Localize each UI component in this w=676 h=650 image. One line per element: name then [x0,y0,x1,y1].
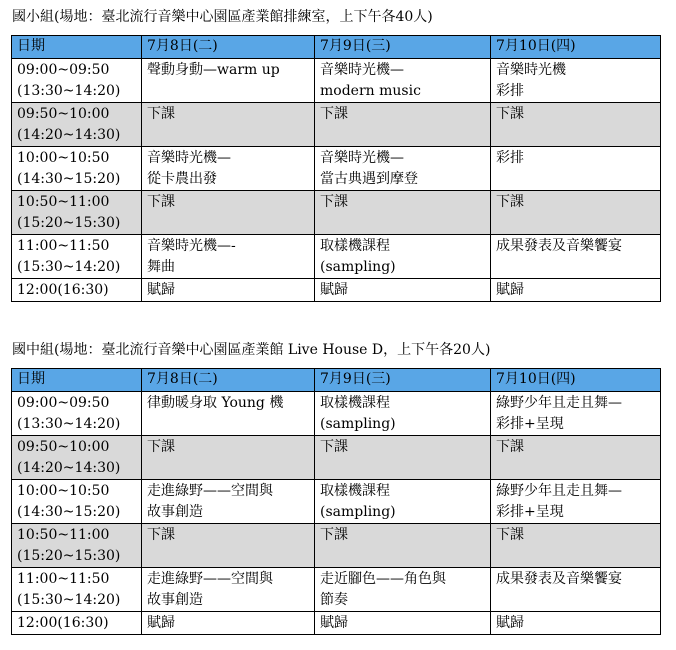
activity-text: 綠野少年且走且舞— [496,483,622,499]
activity-text: 下課 [147,439,175,455]
activity-text: 下課 [147,527,175,543]
break-row [12,191,661,235]
activity-text: 下課 [496,106,524,122]
time-text: 12:00(16:30) [17,282,109,298]
time-cell [12,279,142,302]
time-text: (13:30~14:20) [17,416,121,432]
header-row [12,369,661,392]
activity-text: 下課 [320,106,348,122]
activity-cell [491,480,661,524]
activity-text: 賦歸 [496,615,524,631]
date-column-header: 日期 [12,36,142,59]
time-text: 11:00~11:50 [17,238,110,254]
activity-text: 下課 [320,439,348,455]
activity-cell [491,103,661,147]
activity-text: 成果發表及音樂饗宴 [496,238,622,254]
activity-cell [142,480,315,524]
activity-text: 當古典遇到摩登 [320,171,418,187]
activity-text: 故事創造 [147,504,203,520]
activity-cell [491,612,661,635]
session-row [12,568,661,612]
activity-cell [142,191,315,235]
activity-text: 下課 [147,106,175,122]
activity-cell [491,59,661,103]
elementary-schedule-table [11,35,661,302]
activity-text: modern music [320,83,421,99]
activity-text: 綠野少年且走且舞— [496,395,622,411]
day-column-header: 7月8日(二) [142,369,315,392]
time-cell [12,235,142,279]
activity-cell [142,568,315,612]
activity-cell [315,147,491,191]
activity-text: 下課 [496,439,524,455]
day-column-header: 7月10日(四) [491,36,661,59]
activity-text: 舞曲 [147,259,175,275]
day-column-header: 7月9日(三) [315,369,491,392]
activity-text: 賦歸 [147,282,175,298]
session-row [12,612,661,635]
activity-cell [491,436,661,480]
activity-cell [491,147,661,191]
activity-cell [315,480,491,524]
time-text: 09:00~09:50 [17,62,110,78]
activity-text: 節奏 [320,592,348,608]
activity-text: 走進綠野——空間與 [147,483,273,499]
activity-cell [142,147,315,191]
time-text: 11:00~11:50 [17,571,110,587]
session-row [12,279,661,302]
time-text: (15:30~14:20) [17,592,121,608]
activity-cell [491,191,661,235]
activity-cell [315,524,491,568]
time-text: 10:00~10:50 [17,483,110,499]
junior-high-section-title: 國中組(場地：臺北流行音樂中心園區產業館 Live House D，上下午各20人) [12,342,491,358]
time-text: (15:30~14:20) [17,259,121,275]
activity-text: 彩排+呈現 [496,504,564,520]
activity-cell [491,392,661,436]
time-text: (13:30~14:20) [17,83,121,99]
session-row [12,59,661,103]
activity-text: 取樣機課程 [320,395,390,411]
time-text: (15:20~15:30) [17,548,121,564]
time-cell [12,524,142,568]
activity-text: 音樂時光機—- [147,238,236,254]
activity-cell [491,568,661,612]
time-cell [12,147,142,191]
time-cell [12,191,142,235]
activity-text: 賦歸 [496,282,524,298]
day-column-header: 7月10日(四) [491,369,661,392]
activity-text: 音樂時光機 [496,62,566,78]
elementary-section-title: 國小組(場地：臺北流行音樂中心園區產業館排練室，上下午各40人) [12,9,433,25]
time-cell [12,612,142,635]
activity-cell [315,568,491,612]
activity-text: 賦歸 [147,615,175,631]
activity-cell [315,612,491,635]
time-text: 09:50~10:00 [17,106,110,122]
activity-cell [142,436,315,480]
activity-text: 律動暖身取 Young 機 [147,395,284,411]
time-text: 09:50~10:00 [17,439,110,455]
time-text: (14:30~15:20) [17,171,121,187]
activity-text: 走進綠野——空間與 [147,571,273,587]
activity-text: 彩排 [496,150,524,166]
activity-text: 下課 [320,527,348,543]
activity-cell [142,279,315,302]
activity-text: 故事創造 [147,592,203,608]
activity-cell [491,235,661,279]
activity-cell [491,524,661,568]
activity-cell [142,103,315,147]
time-text: 10:50~11:00 [17,194,110,210]
time-cell [12,59,142,103]
activity-cell [315,392,491,436]
activity-text: 下課 [496,194,524,210]
activity-cell [142,59,315,103]
activity-text: 聲動身動—warm up [147,62,280,78]
activity-cell [315,191,491,235]
break-row [12,103,661,147]
session-row [12,147,661,191]
break-row [12,436,661,480]
activity-cell [315,279,491,302]
time-cell [12,103,142,147]
header-row [12,36,661,59]
activity-cell [142,392,315,436]
activity-cell [142,235,315,279]
activity-text: (sampling) [320,504,396,520]
activity-cell [142,524,315,568]
junior-high-schedule-table [11,368,661,635]
activity-text: 音樂時光機— [320,62,404,78]
activity-text: 音樂時光機— [320,150,404,166]
activity-text: (sampling) [320,416,396,432]
time-text: (14:20~14:30) [17,460,121,476]
time-text: (14:20~14:30) [17,127,121,143]
time-text: (14:30~15:20) [17,504,121,520]
activity-text: 取樣機課程 [320,238,390,254]
activity-text: 音樂時光機— [147,150,231,166]
session-row [12,235,661,279]
activity-text: (sampling) [320,259,396,275]
activity-text: 從卡農出發 [147,171,217,187]
time-text: 10:50~11:00 [17,527,110,543]
day-column-header: 7月9日(三) [315,36,491,59]
activity-text: 賦歸 [320,282,348,298]
activity-cell [491,279,661,302]
activity-text: 彩排+呈現 [496,416,564,432]
activity-cell [315,235,491,279]
activity-cell [315,103,491,147]
session-row [12,392,661,436]
time-text: 12:00(16:30) [17,615,109,631]
activity-text: 下課 [320,194,348,210]
activity-text: 下課 [147,194,175,210]
time-cell [12,568,142,612]
activity-text: 成果發表及音樂饗宴 [496,571,622,587]
session-row [12,480,661,524]
activity-text: 彩排 [496,83,524,99]
time-text: 09:00~09:50 [17,395,110,411]
activity-cell [142,612,315,635]
activity-cell [315,436,491,480]
break-row [12,524,661,568]
date-column-header: 日期 [12,369,142,392]
time-cell [12,480,142,524]
activity-text: 下課 [496,527,524,543]
time-cell [12,392,142,436]
activity-text: 取樣機課程 [320,483,390,499]
day-column-header: 7月8日(二) [142,36,315,59]
time-text: (15:20~15:30) [17,215,121,231]
activity-cell [315,59,491,103]
activity-text: 走近腳色——角色與 [320,571,446,587]
time-cell [12,436,142,480]
time-text: 10:00~10:50 [17,150,110,166]
activity-text: 賦歸 [320,615,348,631]
